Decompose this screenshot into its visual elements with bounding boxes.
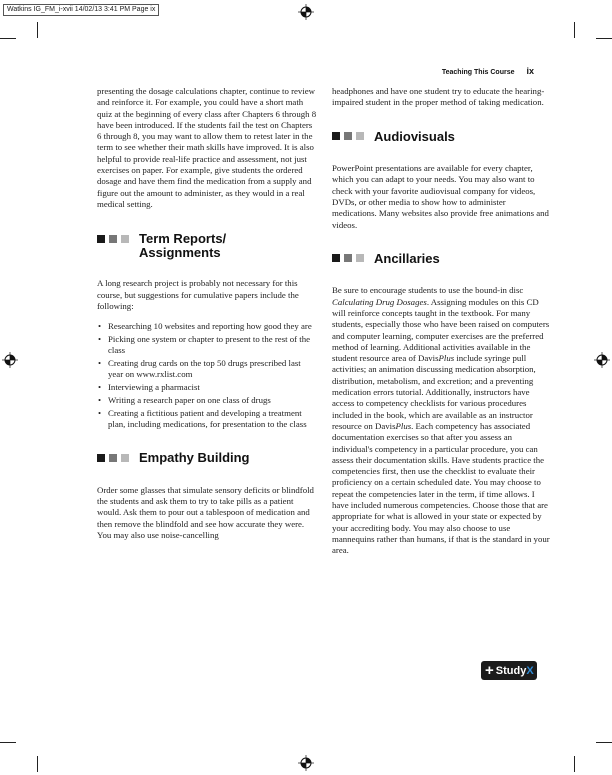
ancillaries-heading (332, 252, 552, 266)
crop-mark-top-left-h (0, 38, 16, 39)
crop-mark-top-right-v (574, 22, 575, 38)
section-boxes-icon (97, 451, 133, 464)
term-reports-heading-line1: Term Reports/ (139, 231, 227, 247)
running-title: Teaching This Course (441, 69, 515, 76)
audiovisuals-heading (332, 130, 552, 144)
registration-mark-bottom-icon (298, 755, 314, 771)
intro-paragraph: presenting the dosage calculations chapter, continue to review and reinforce it. For example, you could have a short math quiz at the beginning of every class after Chapters 6 through 8 have been introduced. If the students fail the test on Chapters 6 through 8, you may want to allow them to retest later in the term to see whether their math skills have improved. It is also helpful to provide real-life practice and assessment, not just exercises on paper. For example, give students the ordered dosage and have them find the medication from a supply and figure out the amount to administer, as they would in a real medical setting. (97, 86, 317, 209)
print-slug: Watkins IG_FM_i-xvii 14/02/13 3:41 PM Page ix (3, 4, 159, 16)
section-boxes-icon (97, 232, 133, 245)
crop-mark-bottom-right-v (574, 756, 575, 772)
disc-title: Calculating Drug Dosages (332, 296, 427, 307)
registration-mark-right-icon (594, 352, 610, 368)
section-boxes-icon (332, 130, 368, 143)
term-reports-paragraph: A long research project is probably not necessary for this course, but suggestions for cumulative papers include the following: (97, 278, 299, 311)
ancillaries-text-b: . Assigning modules on this CD will reinforce concepts taught in the textbook. For many students, especially those who have been raised on computers and computer learning, computer exercises are the preferred method of learning. Additional activities available in the student resource area of Davis (332, 296, 550, 364)
term-reports-heading (97, 232, 317, 259)
empathy-heading (97, 451, 317, 465)
list-item: • Picking one system or chapter to present to the rest of the class (97, 334, 317, 357)
continuation-paragraph: headphones and have one student try to educate the hearing-impaired student in the proper method of taking medication. (332, 86, 545, 108)
right-column (332, 86, 552, 557)
ancillaries-text-a: Be sure to encourage students to use the bound-in disc (332, 285, 524, 296)
davisplus-suffix: Plus (438, 353, 455, 364)
logo-text: Study (495, 664, 527, 677)
term-reports-heading-line2: Assignments (139, 244, 221, 260)
ancillaries-paragraph (332, 285, 552, 556)
list-item: • Creating drug cards on the top 50 drugs prescribed last year on www.rxlist.com (97, 358, 317, 381)
ancillaries-text-c: include syringe pull activities; an animation discussing medication absorption, distribution, metabolism, and excretion; and a preventing medication errors tutorial. Additionally, instructors have access to competency checklists for various procedures included in the book, which are available as an instructor resource on Davis (332, 353, 536, 431)
empathy-heading-text: Empathy Building (139, 450, 250, 466)
crop-mark-top-right-h (596, 38, 612, 39)
audiovisuals-heading-text: Audiovisuals (374, 128, 455, 144)
list-item: • Creating a fictitious patient and developing a treatment plan, including medications, for presentation to the class (97, 408, 317, 431)
crop-mark-bottom-left-v (37, 756, 38, 772)
registration-mark-left-icon (2, 352, 18, 368)
term-reports-list (97, 321, 317, 430)
crop-mark-bottom-right-h (596, 742, 612, 743)
logo-accent: X (526, 664, 534, 677)
page-number: ix (526, 66, 534, 76)
ancillaries-heading-text: Ancillaries (374, 250, 440, 266)
plus-icon: + (485, 662, 494, 679)
list-item: • Writing a research paper on one class of drugs (97, 395, 317, 406)
audiovisuals-paragraph: PowerPoint presentations are available for every chapter, which you can adapt to your needs. You may also want to check with your favorite audiovisual company for videos, DVDs, or other media to show how to administer medications. Many websites also provide free animations and videos. (332, 163, 549, 230)
list-item: • Interviewing a pharmacist (97, 382, 317, 393)
empathy-paragraph: Order some glasses that simulate sensory deficits or blindfold the students and ask them to try to take pills as a patient would. Ask them to pour out a tablespoon of medication and then remove the blindfold and see how accurate they were. You may also use noise-cancelling (97, 484, 314, 541)
section-boxes-icon (332, 252, 368, 265)
crop-mark-top-left-v (37, 22, 38, 38)
studyx-logo (481, 661, 537, 680)
registration-mark-top-icon (298, 4, 314, 20)
left-column (97, 86, 317, 541)
ancillaries-text-d: . Each competency has associated documentation exercises so that after you assess an individual's competency in a particular procedure, you can assess their documentation skills. Have students practice the competencies first, then use the checklist to evaluate their proficiency on a certain scheduled date. You may choose to repeat the competencies later in the term, if time allows. I have included numerous competencies. Choose those that are appropriate for what is allowed in your state or expected by your accrediting body. You may also choose to use mannequins rather than humans, if that is the standard in your area. (332, 420, 550, 556)
davisplus-suffix: Plus (395, 420, 412, 431)
running-head (442, 66, 534, 76)
crop-mark-bottom-left-h (0, 742, 16, 743)
list-item: • Researching 10 websites and reporting how good they are (97, 321, 317, 332)
